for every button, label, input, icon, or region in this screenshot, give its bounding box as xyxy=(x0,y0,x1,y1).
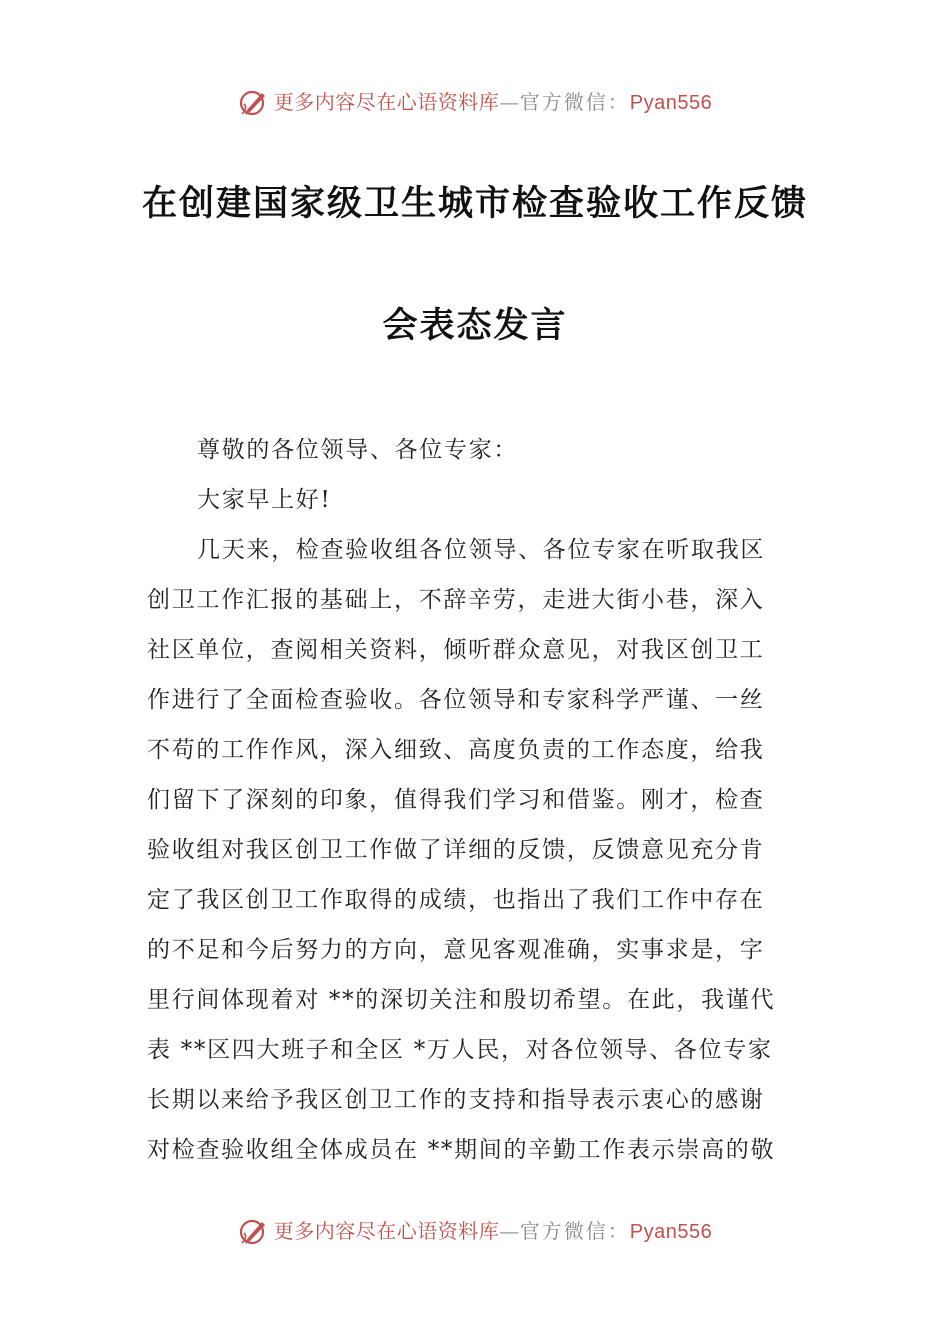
document-title-line-1: 在创建国家级卫生城市检查验收工作反馈 xyxy=(141,183,808,224)
watermark-banner-top xyxy=(0,86,950,118)
body-line: 对检查验收组全体成员在 **期间的辛勤工作表示崇高的敬 xyxy=(147,1137,776,1163)
watermark-brand-text: 更多内容尽在心语资料库 xyxy=(273,90,500,114)
salutation: 尊敬的各位领导、各位专家： xyxy=(197,437,519,463)
watermark-separator: — xyxy=(499,90,520,114)
watermark-wechat-id: Pyan556 xyxy=(629,92,713,114)
body-line: 定了我区创卫工作取得的成绩，也指出了我们工作中存在 xyxy=(147,887,765,913)
body-line: 表 **区四大班子和全区 *万人民，对各位领导、各位专家 xyxy=(147,1037,773,1063)
pen-circle-icon xyxy=(238,88,270,118)
salutation-paragraph xyxy=(147,425,807,1175)
body-line: 作进行了全面检查验收。各位领导和专家科学严谨、一丝 xyxy=(147,687,765,713)
watermark-label: 官方微信： xyxy=(519,90,630,114)
watermark-label: 官方微信： xyxy=(519,1219,630,1243)
document-title-line-2: 会表态发言 xyxy=(382,305,568,346)
body-line: 社区单位，查阅相关资料，倾听群众意见，对我区创卫工 xyxy=(147,637,765,663)
pen-circle-icon xyxy=(238,1217,270,1247)
body-line: 们留下了深刻的印象，值得我们学习和借鉴。刚才，检查 xyxy=(147,787,765,813)
body-line: 验收组对我区创卫工作做了详细的反馈，反馈意见充分肯 xyxy=(147,837,765,863)
body-line: 长期以来给予我区创卫工作的支持和指导表示衷心的感谢 xyxy=(147,1087,765,1113)
body-line: 里行间体现着对 **的深切关注和殷切希望。在此，我谨代 xyxy=(147,987,776,1013)
body-line: 的不足和今后努力的方向，意见客观准确，实事求是，字 xyxy=(147,937,765,963)
watermark-separator: — xyxy=(499,1219,520,1243)
greeting: 大家早上好! xyxy=(197,487,332,513)
watermark-wechat-id: Pyan556 xyxy=(629,1221,713,1243)
body-line: 创卫工作汇报的基础上，不辞辛劳，走进大街小巷，深入 xyxy=(147,587,765,613)
body-line: 几天来，检查验收组各位领导、各位专家在听取我区 xyxy=(197,537,766,563)
watermark-banner-bottom xyxy=(0,1215,950,1247)
body-line: 不苟的工作作风，深入细致、高度负责的工作态度，给我 xyxy=(147,737,765,763)
watermark-brand-text: 更多内容尽在心语资料库 xyxy=(273,1219,500,1243)
